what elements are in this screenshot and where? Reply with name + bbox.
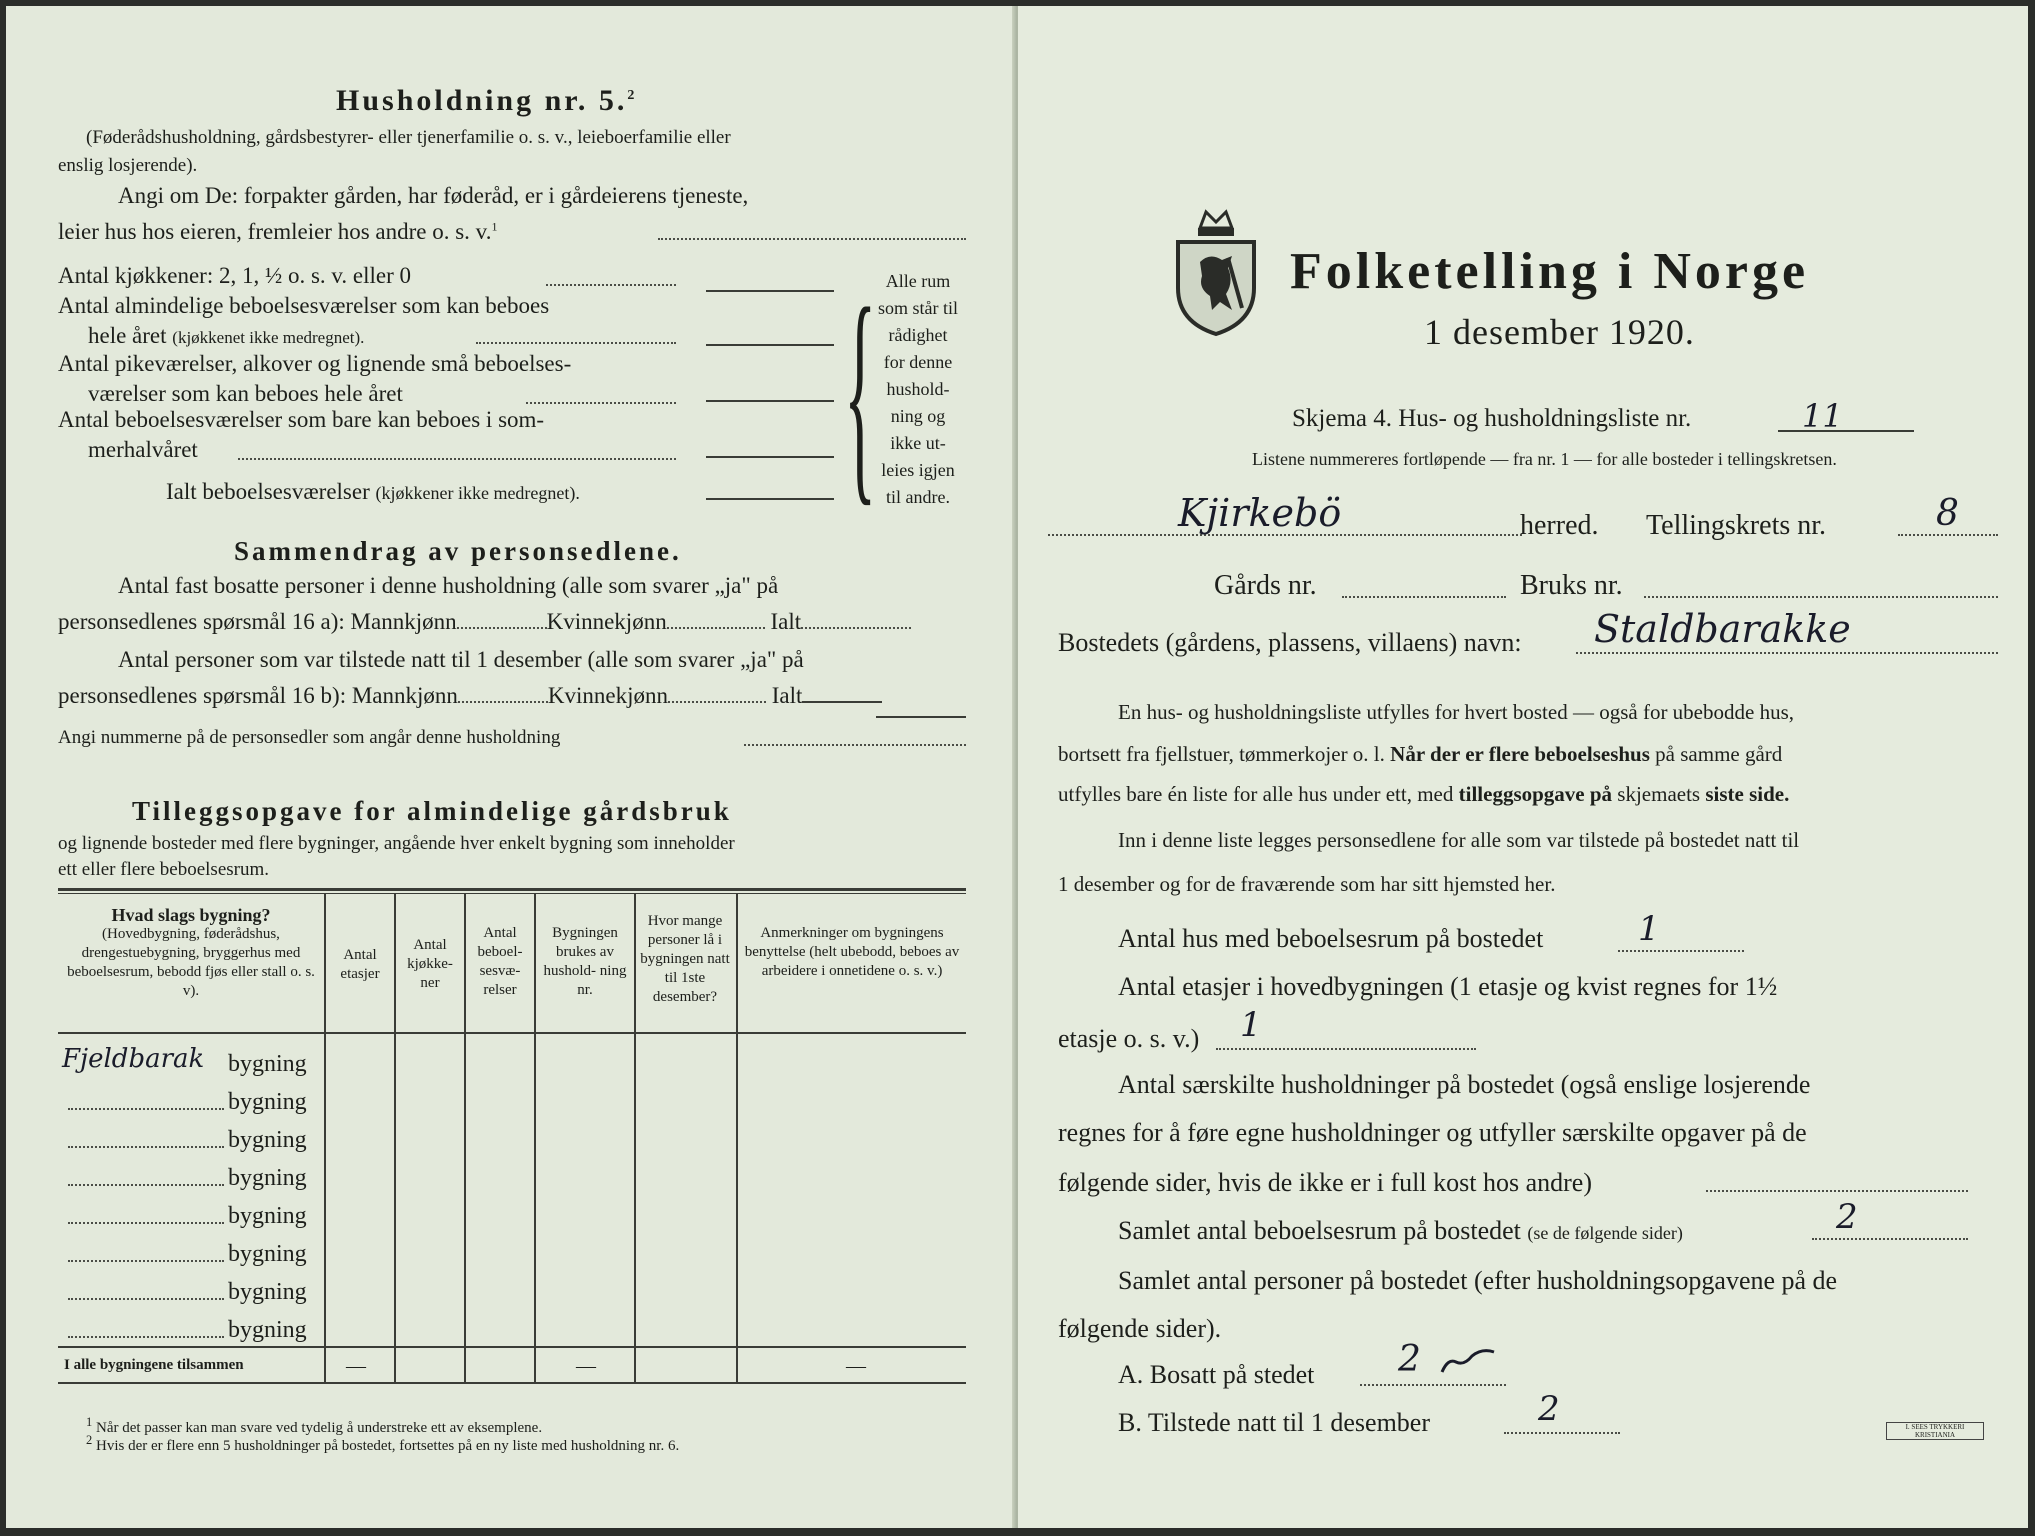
kjokkener-dots bbox=[546, 284, 676, 286]
th-bygning bbox=[62, 906, 320, 1001]
q-etasjer-answer-line bbox=[1216, 1048, 1476, 1050]
row-bygning-label: bygning bbox=[228, 1127, 307, 1153]
s1-line-a: Antal fast bosatte personer i denne husholdning (alle som svarer „ja" på bbox=[118, 573, 779, 598]
row-type-line bbox=[68, 1184, 224, 1186]
q-samlet-rum-text: Samlet antal beboelsesrum på bostedet bbox=[1118, 1216, 1521, 1245]
total-dash-anmerkninger: — bbox=[846, 1355, 866, 1377]
printer-stamp: I. SEES TRYKKERI KRISTIANIA bbox=[1886, 1422, 1984, 1440]
para1-line3 bbox=[1058, 784, 1789, 805]
tillegg-line1: og lignende bosteder med flere bygninger, angående hver enkelt bygning som inneholder bbox=[58, 833, 735, 854]
brace-note bbox=[858, 268, 978, 511]
kjokkener-question: Antal kjøkkener: 2, 1, ½ o. s. v. eller 0 bbox=[58, 263, 412, 288]
ialt-rooms-question bbox=[166, 480, 580, 503]
herred-label: herred. bbox=[1520, 510, 1599, 541]
brace-glyph: { bbox=[844, 259, 877, 525]
sommer-question-line1: Antal beboelsesværelser som bare kan beboes i som- bbox=[58, 407, 545, 432]
tillegg-title: Tilleggsopgave for almindelige gårdsbruk bbox=[132, 796, 732, 826]
kjokkener-answer-line bbox=[706, 290, 834, 292]
q-hus-handwritten: 1 bbox=[1638, 909, 1660, 949]
sammendrag-title: Sammendrag av personsedlene. bbox=[234, 536, 682, 566]
listene-note: Listene nummereres fortløpende — fra nr. 1 — for alle bosteder i tellingskretsen. bbox=[1252, 449, 1837, 469]
norway-coat-of-arms-icon bbox=[1170, 198, 1262, 338]
pike-dots bbox=[526, 402, 676, 404]
row-bygning-label: bygning bbox=[228, 1089, 307, 1115]
s1-kvinne-answer bbox=[667, 627, 765, 629]
census-form-sheet bbox=[6, 6, 2028, 1528]
row-bygning-label: bygning bbox=[228, 1279, 307, 1305]
alm-answer-line bbox=[706, 344, 834, 346]
census-date: 1 desember 1920. bbox=[1424, 312, 1695, 352]
tellingskrets-label: Tellingskrets nr. bbox=[1646, 510, 1827, 541]
brace-note-line: til andre. bbox=[886, 487, 950, 507]
angi-line1: Angi om De: forpakter gården, har føderåd, er i gårdeierens tjeneste, bbox=[118, 183, 749, 208]
q-sarskilte-line2: regnes for å føre egne husholdninger og utfyller særskilte opgaver på de bbox=[1058, 1118, 1807, 1147]
a-bosatt-label: A. Bosatt på stedet bbox=[1118, 1360, 1315, 1389]
bruks-label: Bruks nr. bbox=[1520, 570, 1623, 601]
husholdning-title-text: Husholdning nr. 5. bbox=[336, 84, 628, 117]
folketelling-title: Folketelling i Norge bbox=[1290, 243, 1810, 300]
para2-line2: 1 desember og for de fraværende som har sitt hjemsted her. bbox=[1058, 872, 1556, 896]
q-sarskilte-line1: Antal særskilte husholdninger på bostedet (også enslige losjerende bbox=[1118, 1070, 1811, 1099]
footnote-2 bbox=[86, 1434, 679, 1454]
table-bottom-rule bbox=[58, 1382, 966, 1384]
para1-line3-mid: skjemaets bbox=[1617, 782, 1701, 806]
q-etasjer-handwritten: 1 bbox=[1240, 1005, 1262, 1045]
para1-line2 bbox=[1058, 744, 1782, 765]
row-bygning-label: bygning bbox=[228, 1241, 307, 1267]
s1-mann-label: personsedlenes spørsmål 16 a): Mannkjønn bbox=[58, 609, 457, 634]
total-dash-husholdning: — bbox=[576, 1355, 596, 1377]
skjema-answer-line bbox=[1778, 430, 1914, 432]
q-samlet-rum-answer-line bbox=[1812, 1238, 1968, 1240]
b-tilstede-label: B. Tilstede natt til 1 desember bbox=[1118, 1408, 1430, 1437]
q-hus-answer-line bbox=[1618, 950, 1744, 952]
gards-label: Gårds nr. bbox=[1214, 570, 1317, 601]
s2-line-a: Antal personer som var tilstede natt til 1 desember (alle som svarer „ja" på bbox=[118, 647, 804, 672]
th-personer: Hvor mange personer lå i bygningen natt til 1ste desember? bbox=[640, 913, 730, 1005]
s2-mann-label: personsedlenes spørsmål 16 b): Mannkjønn bbox=[58, 683, 458, 708]
alm-line2-text: hele året bbox=[88, 323, 167, 348]
q-hus-label: Antal hus med beboelsesrum på bostedet bbox=[1118, 924, 1544, 953]
bosted-handwritten: Staldbarakke bbox=[1594, 607, 1851, 651]
row-type-line bbox=[68, 1260, 224, 1262]
pike-question-line1: Antal pikeværelser, alkover og lignende små beboelses- bbox=[58, 351, 572, 376]
q-sarskilte-line3: følgende sider, hvis de ikke er i full kost hos andre) bbox=[1058, 1168, 1592, 1197]
q-samlet-pers-line1: Samlet antal personer på bostedet (efter husholdningsopgavene på de bbox=[1118, 1266, 1838, 1295]
q-samlet-rum-handwritten: 2 bbox=[1836, 1197, 1858, 1237]
s2-line-b bbox=[58, 684, 882, 707]
s2-ialt-double-underline bbox=[876, 716, 966, 718]
alm-question-line1: Antal almindelige beboelsesværelser som kan beboes bbox=[58, 293, 550, 318]
table-col-divider bbox=[464, 894, 466, 1382]
s1-ialt-label: Ialt bbox=[770, 609, 802, 634]
th-beboelsesvaerelser: Antal beboel- sesvæ- relser bbox=[477, 925, 523, 998]
footnote-2-text: Hvis der er flere enn 5 husholdninger på bostedet, fortsettes på en ny liste med husholdning nr. 6. bbox=[96, 1438, 680, 1454]
sommer-answer-line bbox=[706, 456, 834, 458]
s2-kvinne-label: Kvinnekjønn bbox=[547, 683, 668, 708]
q-sarskilte-answer-line bbox=[1706, 1190, 1968, 1192]
left-page-husholdning bbox=[6, 6, 1016, 1528]
table-col-divider bbox=[634, 894, 636, 1382]
tillegg-line2: ett eller flere beboelsesrum. bbox=[58, 859, 270, 880]
th-husholdning-nr: Bygningen brukes av hushold- ning nr. bbox=[543, 925, 627, 998]
table-col-divider bbox=[736, 894, 738, 1382]
brace-note-line: Alle rum bbox=[885, 271, 951, 291]
row-bygning-label: bygning bbox=[228, 1051, 307, 1077]
table-total-top-rule bbox=[58, 1346, 966, 1348]
brace-note-line: for denne bbox=[883, 352, 953, 372]
row-type-line bbox=[68, 1146, 224, 1148]
a-bosatt-mark bbox=[1438, 1346, 1498, 1376]
brace-note-line: ikke ut- bbox=[890, 433, 946, 453]
alm-question-line2 bbox=[88, 324, 364, 347]
para1-line2-end: på samme gård bbox=[1655, 742, 1783, 766]
th-bygning-sub: (Hovedbygning, føderådshus, drengestuebygning, bryggerhus med beboelsesrum, bebodd fjøs eller stall o. s. v). bbox=[67, 926, 315, 999]
th-etasjer: Antal etasjer bbox=[340, 947, 380, 982]
table-col-divider bbox=[534, 894, 536, 1382]
th-kjokkener: Antal kjøkke- ner bbox=[407, 937, 453, 991]
gards-answer-line bbox=[1342, 596, 1506, 598]
row1-handwritten-type: Fjeldbarak bbox=[62, 1044, 205, 1074]
ialt-rooms-note: (kjøkkener ikke medregnet). bbox=[375, 483, 580, 503]
table-col-divider bbox=[394, 894, 396, 1382]
angi-answer-line bbox=[658, 238, 966, 240]
para1-line1: En hus- og husholdningsliste utfylles for hvert bosted — også for ubebodde hus, bbox=[1118, 700, 1794, 724]
skjema-label: Skjema 4. Hus- og husholdningsliste nr. bbox=[1292, 405, 1692, 432]
footnote-1-num: 1 bbox=[86, 1415, 93, 1429]
bosted-label: Bostedets (gårdens, plassens, villaens) navn: bbox=[1058, 628, 1522, 657]
tellingskrets-answer-line bbox=[1898, 534, 1998, 536]
table-top-rule2 bbox=[58, 893, 966, 894]
para2-line1: Inn i denne liste legges personsedlene for alle som var tilstede på bostedet natt til bbox=[1118, 828, 1800, 852]
footnote-2-num: 2 bbox=[86, 1433, 93, 1447]
tellingskrets-handwritten: 8 bbox=[1936, 493, 1959, 534]
para1-line3-bold2: siste side. bbox=[1705, 782, 1790, 806]
s2-ialt-answer bbox=[802, 701, 882, 703]
ialt-rooms-answer-line bbox=[706, 498, 834, 500]
b-tilstede-answer-line bbox=[1504, 1432, 1620, 1434]
q-etasjer-line1: Antal etasjer i hovedbygningen (1 etasje og kvist regnes for 1½ bbox=[1118, 972, 1778, 1001]
s1-mann-answer bbox=[457, 627, 547, 629]
sommer-dots bbox=[238, 458, 676, 460]
intro-line1: (Føderådshusholdning, gårdsbestyrer- eller tjenerfamilie o. s. v., leieboerfamilie eller bbox=[86, 127, 731, 148]
table-total-label: I alle bygningene tilsammen bbox=[64, 1357, 244, 1373]
angi-line2-sup: 1 bbox=[491, 219, 498, 234]
a-bosatt-handwritten: 2 bbox=[1398, 1339, 1421, 1380]
table-top-rule bbox=[58, 888, 966, 891]
row-type-line bbox=[68, 1222, 224, 1224]
th-anmerkninger: Anmerkninger om bygningens benyttelse (helt ubebodd, beboes av arbeidere i onnetidene o. s. v.) bbox=[744, 925, 960, 979]
husholdning-title-sup: 2 bbox=[627, 88, 638, 103]
s2-mann-answer bbox=[458, 701, 548, 703]
intro-line2: enslig losjerende). bbox=[58, 155, 198, 176]
q-samlet-rum-label bbox=[1118, 1218, 1683, 1244]
s1-kvinne-label: Kvinnekjønn bbox=[546, 609, 667, 634]
s1-line-b bbox=[58, 610, 911, 633]
angi-line2 bbox=[58, 220, 497, 243]
row-type-line bbox=[68, 1336, 224, 1338]
brace-note-line: som står til bbox=[878, 298, 958, 318]
angi-line2-text: leier hus hos eieren, fremleier hos andre o. s. v. bbox=[58, 219, 492, 244]
th-bygning-title: Hvad slags bygning? bbox=[111, 905, 271, 925]
bruks-answer-line bbox=[1644, 596, 1998, 598]
s2-ialt-label: Ialt bbox=[771, 683, 803, 708]
total-dash-etasjer: — bbox=[346, 1355, 366, 1377]
bosted-answer-line bbox=[1576, 652, 1998, 654]
para1-line3-bold: tilleggsopgave på bbox=[1458, 782, 1613, 806]
row-type-line bbox=[68, 1108, 224, 1110]
pike-question-line2: værelser som kan beboes hele året bbox=[88, 381, 403, 406]
s3-answer-line bbox=[744, 744, 966, 746]
brace-note-line: leies igjen bbox=[881, 460, 955, 480]
husholdning-title bbox=[336, 86, 637, 116]
sommer-question-line2: merhalvåret bbox=[88, 437, 198, 462]
table-header-rule bbox=[58, 1032, 966, 1034]
row-type-line bbox=[68, 1298, 224, 1300]
skjema-number-handwritten: 11 bbox=[1802, 397, 1843, 435]
a-bosatt-answer-line bbox=[1360, 1384, 1506, 1386]
pike-answer-line bbox=[706, 400, 834, 402]
b-tilstede-handwritten: 2 bbox=[1538, 1389, 1560, 1429]
s1-ialt-answer bbox=[801, 627, 911, 629]
footnote-1-text: Når det passer kan man svare ved tydelig å understreke ett av eksemplene. bbox=[96, 1420, 543, 1436]
para1-line3-a: utfylles bare én liste for alle hus under ett, med bbox=[1058, 782, 1454, 806]
ialt-rooms-text: Ialt beboelsesværelser bbox=[166, 479, 370, 504]
brace-note-line: rådighet bbox=[888, 325, 948, 345]
para1-line2-a: bortsett fra fjellstuer, tømmerkojer o. l. bbox=[1058, 742, 1385, 766]
brace-note-line: ning og bbox=[890, 406, 946, 426]
q-samlet-rum-note: (se de følgende sider) bbox=[1527, 1223, 1683, 1243]
table-col-divider bbox=[324, 894, 326, 1382]
right-page-cover bbox=[1018, 6, 2028, 1528]
s3-nummerne: Angi nummerne på de personsedler som angår denne husholdning bbox=[58, 727, 561, 748]
alm-dots bbox=[476, 342, 676, 344]
q-etasjer-line2: etasje o. s. v.) bbox=[1058, 1024, 1200, 1053]
row-bygning-label: bygning bbox=[228, 1317, 307, 1343]
row-bygning-label: bygning bbox=[228, 1203, 307, 1229]
brace-note-line: hushold- bbox=[886, 379, 950, 399]
herred-handwritten: Kjirkebö bbox=[1178, 491, 1342, 535]
q-samlet-pers-line2: følgende sider). bbox=[1058, 1314, 1222, 1343]
s2-kvinne-answer bbox=[668, 701, 766, 703]
para1-line2-bold: Når der er flere beboelseshus bbox=[1390, 742, 1650, 766]
footnote-1 bbox=[86, 1416, 542, 1436]
alm-line2-note: (kjøkkenet ikke medregnet). bbox=[172, 328, 365, 347]
row-bygning-label: bygning bbox=[228, 1165, 307, 1191]
